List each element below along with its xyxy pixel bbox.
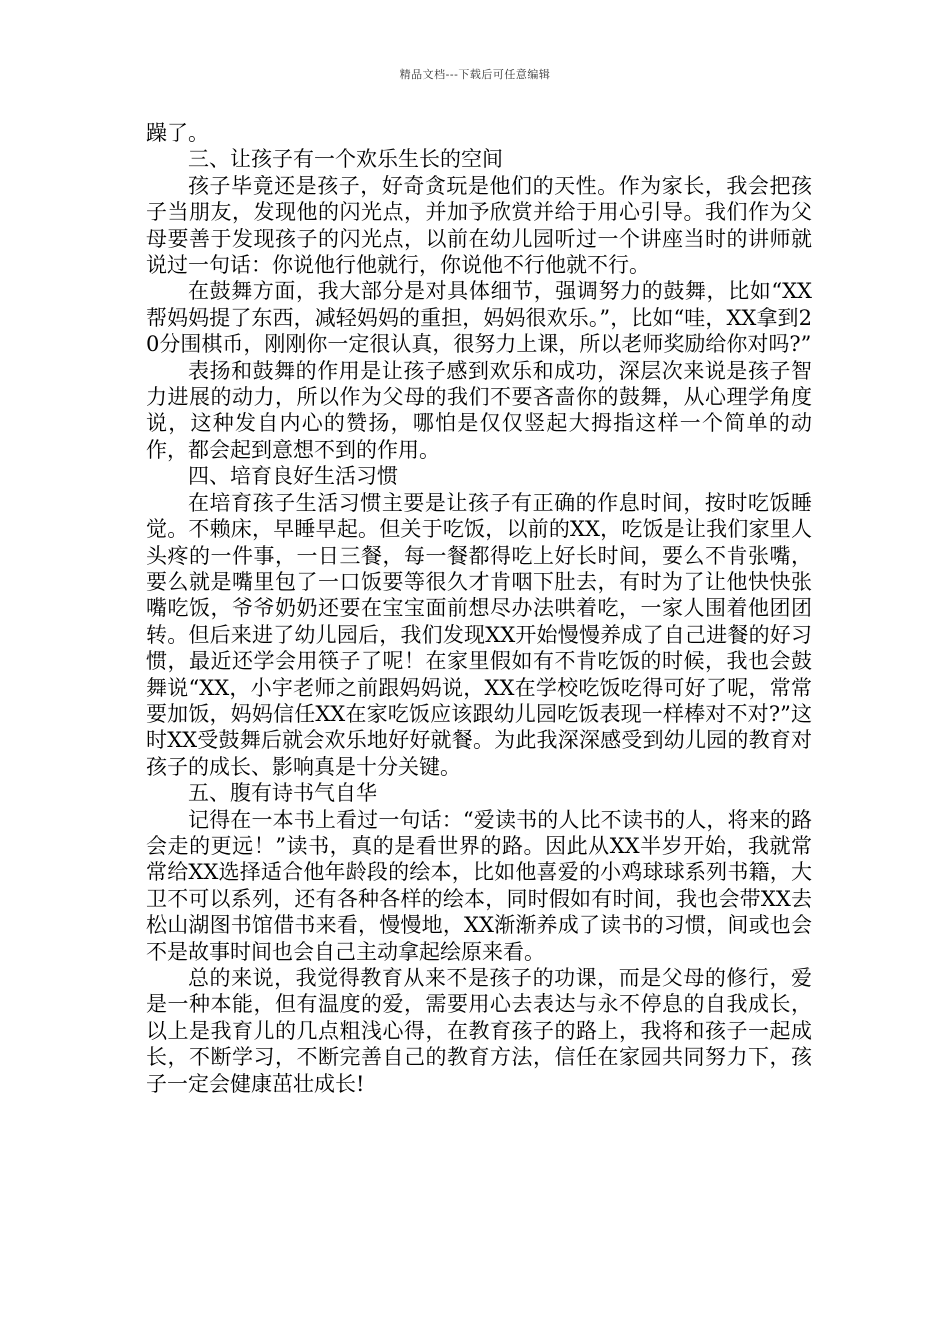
section-heading-5: 五、腹有诗书气自华: [188, 781, 377, 806]
paragraph: 记得在一本书上看过一句话：“爱读书的人比不读书的人，将来的路会走的更远！”读书，真的是看世界的路。因此从XX半岁开始，我就常常给XX选择适合他年龄段的绘本，比如他喜爱的小鸡球球系列书籍，大卫不可以系列，还有各种各样的绘本，同时假如有时间，我也会带XX去松山湖图书馆借书来看，慢慢地，XX渐渐养成了读书的习惯，间或也会不是故事时间也会自己主动拿起绘原来看。: [146, 807, 812, 964]
page-header: 精品文档---下载后可任意编辑: [399, 68, 551, 81]
paragraph: 在鼓舞方面，我大部分是对具体细节，强调努力的鼓舞，比如“XX帮妈妈提了东西，减轻妈妈的重担，妈妈很欢乐。”，比如“哇，XX拿到20分围棋币，刚刚你一定很认真，很努力上课，所以老师奖励给你对吗?”: [146, 279, 812, 357]
section-heading-3: 三、让孩子有一个欢乐生长的空间: [188, 147, 503, 172]
paragraph: 总的来说，我觉得教育从来不是孩子的功课，而是父母的修行，爱是一种本能，但有温度的爱，需要用心去表达与永不停息的自我成长，以上是我育儿的几点粗浅心得，在教育孩子的路上，我将和孩子一起成长，不断学习，不断完善自己的教育方法，信任在家园共同努力下，孩子一定会健康茁壮成长!: [146, 966, 812, 1096]
paragraph-continuation: 躁了。: [146, 121, 209, 145]
paragraph: 表扬和鼓舞的作用是让孩子感到欢乐和成功，深层次来说是孩子智力进展的动力，所以作为父母的我们不要吝啬你的鼓舞，从心理学角度说，这种发自内心的赞扬，哪怕是仅仅竖起大拇指这样一个简单的动作，都会起到意想不到的作用。: [146, 358, 812, 462]
document-body: [146, 120, 812, 1097]
section-heading-4: 四、培育良好生活习惯: [188, 464, 398, 489]
paragraph: 在培育孩子生活习惯主要是让孩子有正确的作息时间，按时吃饭睡觉。不赖床，早睡早起。但关于吃饭，以前的XX，吃饭是让我们家里人头疼的一件事，一日三餐，每一餐都得吃上好长时间，要么不肯张嘴，要么就是嘴里包了一口饭要等很久才肯咽下肚去，有时为了让他快快张嘴吃饭，爷爷奶奶还要在宝宝面前想尽办法哄着吃，一家人围着他团团转。但后来进了幼儿园后，我们发现XX开始慢慢养成了自己进餐的好习惯，最近还学会用筷子了呢！在家里假如有不肯吃饭的时候，我也会鼓舞说“XX，小宇老师之前跟妈妈说，XX在学校吃饭吃得可好了呢，常常要加饭，妈妈信任XX在家吃饭应该跟幼儿园吃饭表现一样棒对不对?”这时XX受鼓舞后就会欢乐地好好就餐。为此我深深感受到幼儿园的教育对孩子的成长、影响真是十分关键。: [146, 490, 812, 779]
paragraph: 孩子毕竟还是孩子，好奇贪玩是他们的天性。作为家长，我会把孩子当朋友，发现他的闪光点，并加予欣赏并给于用心引导。我们作为父母要善于发现孩子的闪光点，以前在幼儿园听过一个讲座当时的讲师就说过一句话：你说他行他就行，你说他不行他就不行。: [146, 173, 812, 278]
